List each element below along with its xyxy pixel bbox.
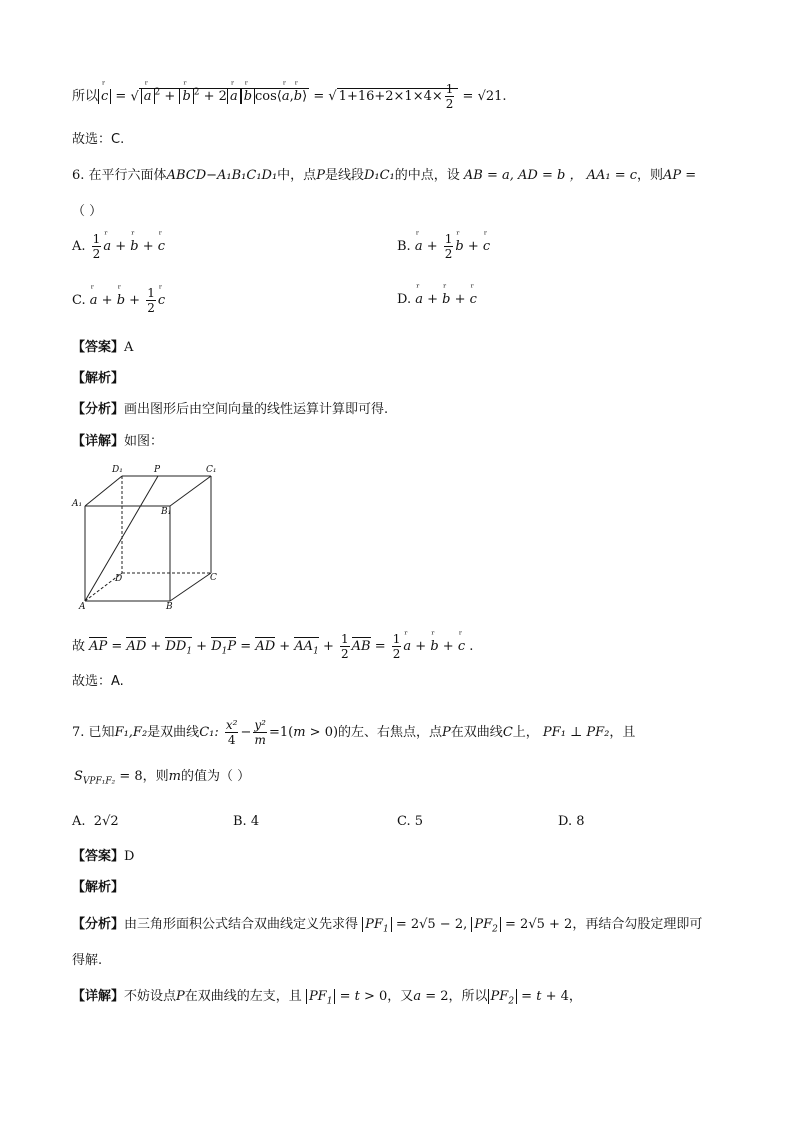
q7-stem: 7. 已知F₁,F₂是双曲线C₁: $\frac{\text{x²}}{4}$ − $\frac{\text{y²}}{m}$ =1(m > 0)的左、右焦点，点P在双曲线C上， PF₁ ⊥ PF₂，且 bbox=[72, 718, 636, 747]
q6-stem-a: 在平行六面体 bbox=[88, 168, 167, 183]
magnitude-formula-line: 所以ʳ c = √ʳ a $^2$ + ʳ b $^2$ + 2ʳ aʳ b cos⟨ʳ a,ʳ b⟩ = √ 1+16+2×1×4× $\frac{1}{2}$ = √21. bbox=[72, 82, 507, 111]
q7-option-c: C. 5 bbox=[397, 814, 424, 829]
q6-answer-tag: 【答案】 bbox=[72, 340, 125, 355]
q6-detail bbox=[72, 435, 163, 448]
q6-opt-b-label: B. bbox=[397, 239, 411, 254]
q7-foci: F₁,F₂ bbox=[114, 725, 148, 740]
q7-option-a bbox=[72, 815, 119, 828]
q7-detail-b: 在双曲线的左支，且 bbox=[184, 989, 302, 1004]
q6-segment: D₁C₁ bbox=[363, 168, 395, 183]
q6-opt-d-label: D. bbox=[397, 292, 412, 307]
q6-option-c: C. ʳ a + ʳ b + $\frac{1}{2}$ ʳ c bbox=[72, 286, 165, 315]
q7-answer bbox=[72, 850, 134, 863]
q7-detail: 【详解】不妨设点P在双曲线的左支，且 $PF_1 = t > 0$，又a = 2，所以 $PF_2 = t + 4$， bbox=[72, 989, 582, 1007]
label-b1: B₁ bbox=[161, 507, 172, 517]
q7-detail-a: 不妨设点 bbox=[124, 989, 177, 1004]
q7-perp: PF₁ ⊥ PF₂ bbox=[542, 725, 610, 740]
q7-area-line: $S_{VPF_1F_2} = 8$，则m的值为（ ） bbox=[74, 769, 251, 787]
q6-fenxi-tag: 【分析】 bbox=[72, 402, 125, 417]
sqrt-numeric: √ 1+16+2×1×4× $\frac{1}{2}$ bbox=[328, 82, 458, 111]
q6-cube: ABCD−A₁B₁C₁D₁ bbox=[166, 168, 278, 183]
q7-analysis-tag: 【解析】 bbox=[72, 880, 125, 895]
q6-option-a: A. $\frac{1}{2}$ ʳ a + ʳ b + ʳ c bbox=[72, 232, 165, 261]
q7-fenxi-a: 由三角形面积公式结合双曲线定义先求得 bbox=[124, 917, 359, 932]
text-suoyi: 所以 bbox=[72, 89, 99, 104]
q7-stem-e: 上， bbox=[512, 725, 539, 740]
q6-number: 6. bbox=[72, 168, 85, 183]
q7-opt-a-value: 2√2 bbox=[93, 814, 119, 829]
q7-detail-e: ， bbox=[568, 989, 582, 1004]
q7-detail-c: ，又 bbox=[387, 989, 414, 1004]
label-d1: D₁ bbox=[112, 465, 123, 475]
q6-answer-line: 故选：A. bbox=[72, 674, 124, 689]
q6-point: P bbox=[316, 168, 325, 183]
q7-area-sub: VPF₁F₂ bbox=[82, 776, 116, 787]
q6-target: AP = bbox=[663, 168, 697, 183]
q7-fenxi-b: ，再结合勾股定理即可 bbox=[572, 917, 703, 932]
edge-a1d1 bbox=[85, 476, 122, 506]
q6-vector-derivation: 故 AP = AD + $DD_1 + D_1P$ = AD + $AA_1$ + $\frac{1}{2}$ AB = $\frac{1}{2}$ ʳ a + ʳ b + ʳ c . bbox=[72, 632, 473, 661]
q7-option-b: B. 4 bbox=[233, 814, 260, 829]
q7-number: 7. bbox=[72, 725, 85, 740]
q7-area-symbol: S bbox=[74, 769, 83, 784]
q7-opt-a-label: A. bbox=[72, 814, 86, 829]
q6-answer-value: A bbox=[124, 340, 134, 355]
label-c1: C₁ bbox=[206, 465, 217, 475]
label-c: C bbox=[210, 573, 217, 583]
q6-opt-a-label: A. bbox=[72, 239, 86, 254]
label-d: D bbox=[115, 574, 123, 584]
q7-stem-d: 在双曲线 bbox=[450, 725, 503, 740]
q7-area-value: = 8 bbox=[119, 769, 143, 784]
q6-option-b: B. ʳ a + $\frac{1}{2}$ ʳ b + ʳ c bbox=[397, 232, 490, 261]
q7-stem-c: 的左、右焦点，点 bbox=[338, 725, 443, 740]
q6-stem bbox=[72, 169, 696, 182]
top-answer-line: 故选：C. bbox=[72, 132, 125, 147]
q7-fenxi: 【分析】由三角形面积公式结合双曲线定义先求得 $PF_1 = 2√5 - 2$, $PF_2 = 2√5 + 2$，再结合勾股定理即可 bbox=[72, 917, 703, 935]
q7-stem-h: 的值为（ ） bbox=[180, 769, 251, 784]
q6-vector-defs: AB = a, AD = b ， AA₁ = c bbox=[463, 168, 638, 183]
q6-fenxi bbox=[72, 403, 388, 416]
q6-detail-text: 如图： bbox=[124, 434, 164, 449]
parallelepiped-figure bbox=[70, 462, 230, 612]
q7-detail-d: ，所以 bbox=[448, 989, 488, 1004]
q6-opt-c-label: C. bbox=[72, 293, 86, 308]
formula-result: = √21 bbox=[462, 89, 503, 104]
q7-answer-tag: 【答案】 bbox=[72, 849, 125, 864]
edge-bc bbox=[170, 573, 211, 601]
q7-option-d: D. 8 bbox=[558, 814, 585, 829]
q6-stem-c: 是线段 bbox=[324, 168, 364, 183]
q7-detail-tag: 【详解】 bbox=[72, 989, 125, 1004]
q6-analysis-tag: 【解析】 bbox=[72, 371, 125, 386]
edge-b1c1 bbox=[170, 476, 211, 506]
q6-stem-b: 中，点 bbox=[277, 168, 317, 183]
q7-fenxi-tag: 【分析】 bbox=[72, 917, 125, 932]
q7-stem-g: ，则 bbox=[142, 769, 169, 784]
label-b: B bbox=[166, 602, 173, 612]
q6-stem-e: ，则 bbox=[637, 168, 664, 183]
q7-answer-value: D bbox=[124, 849, 135, 864]
label-a: A bbox=[79, 602, 86, 612]
q6-paren: （ ） bbox=[72, 204, 103, 219]
q7-stem-b: 是双曲线 bbox=[147, 725, 200, 740]
q6-stem-d: 的中点，设 bbox=[394, 168, 460, 183]
q7-curve: C₁: bbox=[199, 725, 219, 740]
abs-c: ʳ c bbox=[98, 89, 111, 104]
label-a1: A₁ bbox=[72, 499, 83, 509]
q6-conclusion-prefix: 故 bbox=[72, 639, 86, 654]
q6-answer bbox=[72, 341, 133, 354]
q6-option-d: D. ʳ a + ʳ b + ʳ c bbox=[397, 293, 477, 306]
q6-fenxi-text: 画出图形后由空间向量的线性运算计算即可得. bbox=[124, 402, 389, 417]
q7-fenxi-c: 得解. bbox=[72, 953, 103, 968]
q6-detail-tag: 【详解】 bbox=[72, 434, 125, 449]
sqrt-expansion: √ʳ a $^2$ + ʳ b $^2$ + 2ʳ aʳ b cos⟨ʳ a,ʳ b⟩ bbox=[130, 89, 309, 103]
q7-stem-f: ，且 bbox=[609, 725, 636, 740]
q7-stem-a: 已知 bbox=[88, 725, 115, 740]
label-p: P bbox=[154, 465, 161, 475]
